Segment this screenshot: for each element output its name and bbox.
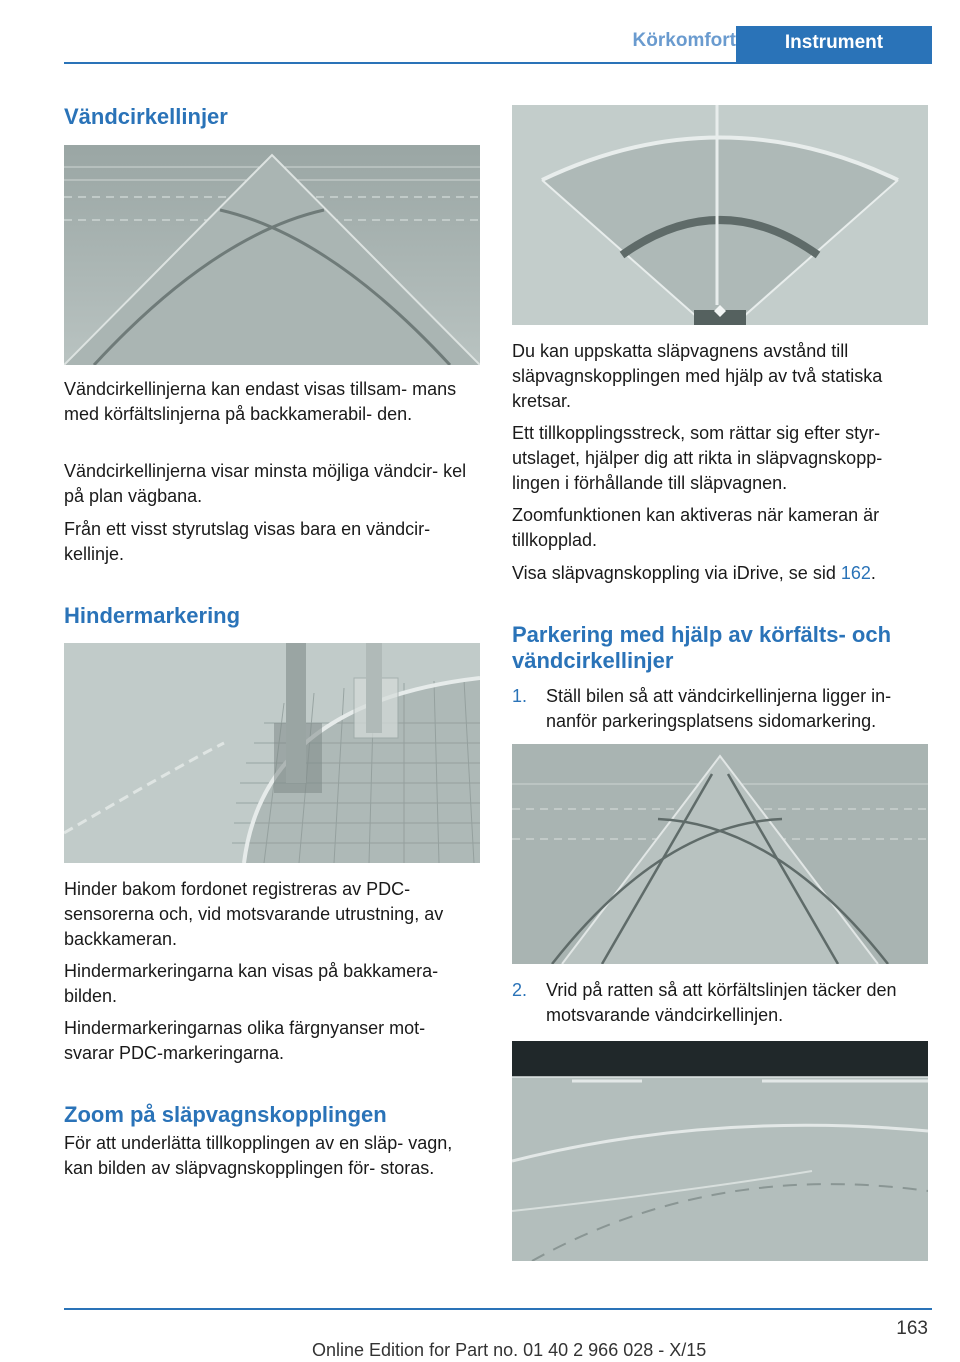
paragraph-with-link: Visa släpvagnskoppling via iDrive, se sid 162. <box>512 563 876 583</box>
paragraph: Hindermarkeringarnas olika färgnyanser mot‐ svarar PDC-markeringarna. <box>64 1018 426 1063</box>
list-item-text: Vrid på ratten så att körfältslinjen täcker den motsvarande vändcirkellinjen. <box>546 980 897 1025</box>
page-number: 163 <box>896 1318 928 1339</box>
paragraph: För att underlätta tillkopplingen av en släp‐ vagn, kan bilden av släpvagnskopplingen för‐ storas. <box>64 1133 453 1178</box>
paragraph: Vändcirkellinjerna visar minsta möjliga vändcir‐ kel på plan vägbana. <box>64 461 467 506</box>
section-tab-korkomfort: Körkomfort <box>632 30 736 51</box>
obstacle-markings-image <box>64 643 480 863</box>
heading-parkering: Parkering med hjälp av körfälts- och vändcirkellinjer <box>512 622 892 673</box>
lane-and-turning-lines-image <box>512 744 928 964</box>
paragraph: Hinder bakom fordonet registreras av PDC- sensorerna och, vid motsvarande utrustning, av backkameran. <box>64 879 444 949</box>
list-number: 1. <box>512 686 528 706</box>
heading-zoom-slapvagnskopplingen: Zoom på släpvagnskopplingen <box>64 1102 387 1127</box>
list-item-text: Ställ bilen så att vändcirkellinjerna ligger in‐ nanför parkeringsplatsens sidomarkering. <box>546 686 892 731</box>
paragraph: Du kan uppskatta släpvagnens avstånd till släpvagnskopplingen med hjälp av två statiska kretsar. <box>512 341 883 411</box>
page-footer-rule <box>64 1308 932 1310</box>
heading-hindermarkering: Hindermarkering <box>64 603 241 628</box>
paragraph: Zoomfunktionen kan aktiveras när kameran är tillkopplad. <box>512 505 880 550</box>
steering-adjust-image <box>512 1041 928 1261</box>
paragraph: Ett tillkopplingsstreck, som rättar sig efter styr‐ utslaget, hjälper dig att rikta in släpvagnskopp‐ lingen i förhållande till släpvagnen. <box>512 423 883 493</box>
paragraph: Från ett visst styrutslag visas bara en vändcir‐ kellinje. <box>64 519 431 564</box>
page-reference-link[interactable]: 162 <box>840 563 871 583</box>
page-header <box>64 26 932 64</box>
paragraph: Hindermarkeringarna kan visas på bakkamera‐ bilden. <box>64 961 439 1006</box>
heading-vandcirkellinjer: Vändcirkellinjer <box>64 104 228 129</box>
list-number: 2. <box>512 980 528 1000</box>
turning-circle-lines-image <box>64 145 480 365</box>
paragraph: Vändcirkellinjerna kan endast visas tillsam‐ mans med körfältslinjerna på backkamerabil‐ den. <box>64 379 457 424</box>
section-tab-instrument: Instrument <box>736 26 932 62</box>
trailer-hitch-zoom-image <box>512 105 928 325</box>
edition-line: Online Edition for Part no. 01 40 2 966 028 - X/15 <box>312 1340 707 1360</box>
